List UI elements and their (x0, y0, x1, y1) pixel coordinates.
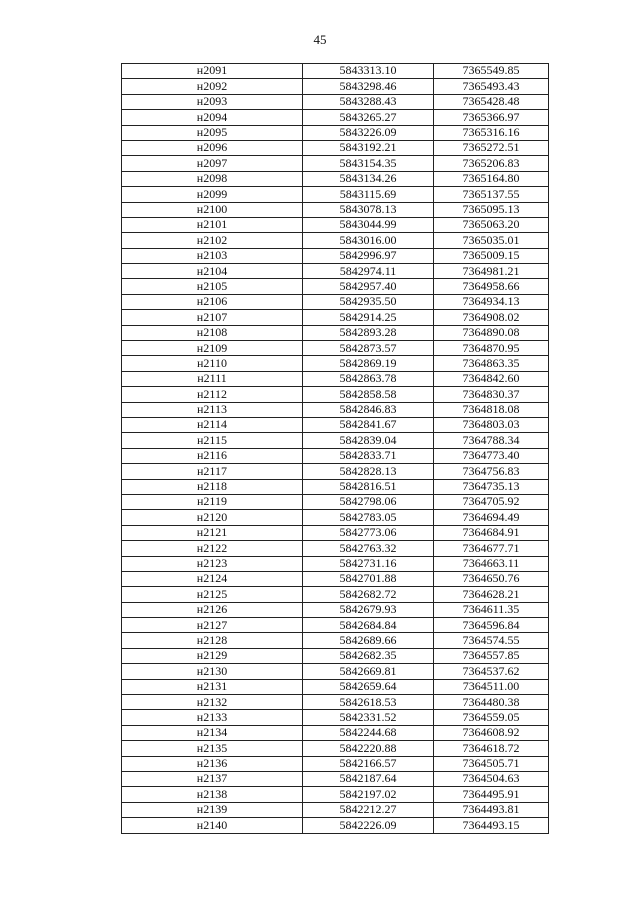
table-row (122, 356, 549, 371)
table-row (122, 371, 549, 386)
x-coordinate-cell: 5842212.27 (303, 802, 434, 817)
y-coordinate-cell: 7365272.51 (434, 140, 549, 155)
point-id-cell: н2108 (122, 325, 303, 340)
table-row (122, 387, 549, 402)
y-coordinate-cell: 7364958.66 (434, 279, 549, 294)
table-row (122, 279, 549, 294)
x-coordinate-cell: 5843226.09 (303, 125, 434, 140)
x-coordinate-cell: 5842935.50 (303, 294, 434, 309)
y-coordinate-cell: 7364677.71 (434, 541, 549, 556)
y-coordinate-cell: 7364611.35 (434, 602, 549, 617)
y-coordinate-cell: 7365366.97 (434, 110, 549, 125)
table-row (122, 464, 549, 479)
table-row (122, 664, 549, 679)
x-coordinate-cell: 5842869.19 (303, 356, 434, 371)
y-coordinate-cell: 7364756.83 (434, 464, 549, 479)
x-coordinate-cell: 5842659.64 (303, 679, 434, 694)
y-coordinate-cell: 7364504.63 (434, 771, 549, 786)
y-coordinate-cell: 7364511.00 (434, 679, 549, 694)
x-coordinate-cell: 5842783.05 (303, 510, 434, 525)
coordinates-table-body (122, 64, 549, 834)
point-id-cell: н2120 (122, 510, 303, 525)
y-coordinate-cell: 7365009.15 (434, 248, 549, 263)
table-row (122, 310, 549, 325)
point-id-cell: н2098 (122, 171, 303, 186)
table-row (122, 787, 549, 802)
y-coordinate-cell: 7364650.76 (434, 571, 549, 586)
x-coordinate-cell: 5842858.58 (303, 387, 434, 402)
x-coordinate-cell: 5842816.51 (303, 479, 434, 494)
point-id-cell: н2126 (122, 602, 303, 617)
point-id-cell: н2129 (122, 648, 303, 663)
table-row (122, 187, 549, 202)
x-coordinate-cell: 5842669.81 (303, 664, 434, 679)
y-coordinate-cell: 7364596.84 (434, 618, 549, 633)
x-coordinate-cell: 5842689.66 (303, 633, 434, 648)
table-row (122, 618, 549, 633)
y-coordinate-cell: 7364505.71 (434, 756, 549, 771)
x-coordinate-cell: 5842226.09 (303, 818, 434, 833)
table-row (122, 110, 549, 125)
table-row (122, 217, 549, 232)
x-coordinate-cell: 5843298.46 (303, 79, 434, 94)
y-coordinate-cell: 7364557.85 (434, 648, 549, 663)
table-row (122, 510, 549, 525)
page-number: 45 (313, 32, 327, 47)
point-id-cell: н2099 (122, 187, 303, 202)
y-coordinate-cell: 7364870.95 (434, 341, 549, 356)
point-id-cell: н2131 (122, 679, 303, 694)
point-id-cell: н2102 (122, 233, 303, 248)
x-coordinate-cell: 5842679.93 (303, 602, 434, 617)
point-id-cell: н2139 (122, 802, 303, 817)
table-row (122, 140, 549, 155)
y-coordinate-cell: 7364663.11 (434, 556, 549, 571)
x-coordinate-cell: 5843078.13 (303, 202, 434, 217)
x-coordinate-cell: 5842618.53 (303, 695, 434, 710)
y-coordinate-cell: 7364537.62 (434, 664, 549, 679)
y-coordinate-cell: 7364495.91 (434, 787, 549, 802)
y-coordinate-cell: 7364608.92 (434, 725, 549, 740)
y-coordinate-cell: 7364773.40 (434, 448, 549, 463)
y-coordinate-cell: 7365316.16 (434, 125, 549, 140)
x-coordinate-cell: 5842873.57 (303, 341, 434, 356)
table-row (122, 433, 549, 448)
x-coordinate-cell: 5842863.78 (303, 371, 434, 386)
x-coordinate-cell: 5842331.52 (303, 710, 434, 725)
table-row (122, 402, 549, 417)
point-id-cell: н2111 (122, 371, 303, 386)
point-id-cell: н2114 (122, 417, 303, 432)
y-coordinate-cell: 7364908.02 (434, 310, 549, 325)
x-coordinate-cell: 5843115.69 (303, 187, 434, 202)
coordinates-table (121, 63, 549, 834)
point-id-cell: н2132 (122, 695, 303, 710)
table-row (122, 541, 549, 556)
point-id-cell: н2101 (122, 217, 303, 232)
x-coordinate-cell: 5843044.99 (303, 217, 434, 232)
x-coordinate-cell: 5842773.06 (303, 525, 434, 540)
table-row (122, 156, 549, 171)
x-coordinate-cell: 5843134.26 (303, 171, 434, 186)
x-coordinate-cell: 5842701.88 (303, 571, 434, 586)
table-row (122, 802, 549, 817)
point-id-cell: н2097 (122, 156, 303, 171)
y-coordinate-cell: 7365137.55 (434, 187, 549, 202)
point-id-cell: н2130 (122, 664, 303, 679)
point-id-cell: н2109 (122, 341, 303, 356)
x-coordinate-cell: 5842684.84 (303, 618, 434, 633)
x-coordinate-cell: 5842828.13 (303, 464, 434, 479)
x-coordinate-cell: 5842841.67 (303, 417, 434, 432)
y-coordinate-cell: 7364818.08 (434, 402, 549, 417)
point-id-cell: н2116 (122, 448, 303, 463)
table-row (122, 818, 549, 833)
point-id-cell: н2133 (122, 710, 303, 725)
point-id-cell: н2113 (122, 402, 303, 417)
table-row (122, 202, 549, 217)
table-row (122, 171, 549, 186)
y-coordinate-cell: 7365035.01 (434, 233, 549, 248)
y-coordinate-cell: 7364830.37 (434, 387, 549, 402)
point-id-cell: н2091 (122, 64, 303, 79)
table-row (122, 94, 549, 109)
x-coordinate-cell: 5843313.10 (303, 64, 434, 79)
x-coordinate-cell: 5842839.04 (303, 433, 434, 448)
y-coordinate-cell: 7364863.35 (434, 356, 549, 371)
point-id-cell: н2118 (122, 479, 303, 494)
table-row (122, 525, 549, 540)
table-row (122, 571, 549, 586)
point-id-cell: н2100 (122, 202, 303, 217)
table-row (122, 64, 549, 79)
point-id-cell: н2140 (122, 818, 303, 833)
x-coordinate-cell: 5842187.64 (303, 771, 434, 786)
x-coordinate-cell: 5843154.35 (303, 156, 434, 171)
point-id-cell: н2103 (122, 248, 303, 263)
point-id-cell: н2107 (122, 310, 303, 325)
table-row (122, 248, 549, 263)
point-id-cell: н2138 (122, 787, 303, 802)
x-coordinate-cell: 5843288.43 (303, 94, 434, 109)
y-coordinate-cell: 7365164.80 (434, 171, 549, 186)
x-coordinate-cell: 5843192.21 (303, 140, 434, 155)
y-coordinate-cell: 7364628.21 (434, 587, 549, 602)
table-row (122, 264, 549, 279)
y-coordinate-cell: 7364574.55 (434, 633, 549, 648)
table-row (122, 494, 549, 509)
point-id-cell: н2104 (122, 264, 303, 279)
table-row (122, 771, 549, 786)
table-row (122, 648, 549, 663)
x-coordinate-cell: 5842682.35 (303, 648, 434, 663)
point-id-cell: н2128 (122, 633, 303, 648)
x-coordinate-cell: 5843265.27 (303, 110, 434, 125)
point-id-cell: н2093 (122, 94, 303, 109)
point-id-cell: н2135 (122, 741, 303, 756)
table-row (122, 79, 549, 94)
point-id-cell: н2106 (122, 294, 303, 309)
y-coordinate-cell: 7364684.91 (434, 525, 549, 540)
x-coordinate-cell: 5842957.40 (303, 279, 434, 294)
point-id-cell: н2095 (122, 125, 303, 140)
point-id-cell: н2094 (122, 110, 303, 125)
point-id-cell: н2134 (122, 725, 303, 740)
y-coordinate-cell: 7365549.85 (434, 64, 549, 79)
table-row (122, 725, 549, 740)
x-coordinate-cell: 5842763.32 (303, 541, 434, 556)
y-coordinate-cell: 7364493.15 (434, 818, 549, 833)
y-coordinate-cell: 7364480.38 (434, 695, 549, 710)
point-id-cell: н2136 (122, 756, 303, 771)
x-coordinate-cell: 5842220.88 (303, 741, 434, 756)
point-id-cell: н2123 (122, 556, 303, 571)
point-id-cell: н2137 (122, 771, 303, 786)
x-coordinate-cell: 5842166.57 (303, 756, 434, 771)
point-id-cell: н2125 (122, 587, 303, 602)
y-coordinate-cell: 7364788.34 (434, 433, 549, 448)
table-row (122, 679, 549, 694)
point-id-cell: н2105 (122, 279, 303, 294)
point-id-cell: н2112 (122, 387, 303, 402)
point-id-cell: н2121 (122, 525, 303, 540)
y-coordinate-cell: 7364803.03 (434, 417, 549, 432)
y-coordinate-cell: 7365493.43 (434, 79, 549, 94)
x-coordinate-cell: 5843016.00 (303, 233, 434, 248)
y-coordinate-cell: 7364559.05 (434, 710, 549, 725)
x-coordinate-cell: 5842833.71 (303, 448, 434, 463)
y-coordinate-cell: 7365206.83 (434, 156, 549, 171)
y-coordinate-cell: 7365428.48 (434, 94, 549, 109)
point-id-cell: н2124 (122, 571, 303, 586)
x-coordinate-cell: 5842731.16 (303, 556, 434, 571)
point-id-cell: н2119 (122, 494, 303, 509)
table-row (122, 341, 549, 356)
y-coordinate-cell: 7364981.21 (434, 264, 549, 279)
point-id-cell: н2127 (122, 618, 303, 633)
table-row (122, 741, 549, 756)
y-coordinate-cell: 7364934.13 (434, 294, 549, 309)
x-coordinate-cell: 5842974.11 (303, 264, 434, 279)
y-coordinate-cell: 7365063.20 (434, 217, 549, 232)
table-row (122, 125, 549, 140)
x-coordinate-cell: 5842893.28 (303, 325, 434, 340)
point-id-cell: н2122 (122, 541, 303, 556)
y-coordinate-cell: 7364618.72 (434, 741, 549, 756)
table-row (122, 479, 549, 494)
table-row (122, 556, 549, 571)
table-row (122, 710, 549, 725)
y-coordinate-cell: 7364493.81 (434, 802, 549, 817)
table-row (122, 448, 549, 463)
x-coordinate-cell: 5842682.72 (303, 587, 434, 602)
point-id-cell: н2096 (122, 140, 303, 155)
y-coordinate-cell: 7365095.13 (434, 202, 549, 217)
table-row (122, 756, 549, 771)
table-row (122, 417, 549, 432)
table-row (122, 325, 549, 340)
table-row (122, 695, 549, 710)
y-coordinate-cell: 7364735.13 (434, 479, 549, 494)
x-coordinate-cell: 5842244.68 (303, 725, 434, 740)
table-row (122, 633, 549, 648)
x-coordinate-cell: 5842798.06 (303, 494, 434, 509)
point-id-cell: н2115 (122, 433, 303, 448)
y-coordinate-cell: 7364842.60 (434, 371, 549, 386)
x-coordinate-cell: 5842846.83 (303, 402, 434, 417)
table-row (122, 587, 549, 602)
x-coordinate-cell: 5842197.02 (303, 787, 434, 802)
y-coordinate-cell: 7364890.08 (434, 325, 549, 340)
table-row (122, 294, 549, 309)
y-coordinate-cell: 7364694.49 (434, 510, 549, 525)
point-id-cell: н2117 (122, 464, 303, 479)
point-id-cell: н2110 (122, 356, 303, 371)
table-row (122, 233, 549, 248)
y-coordinate-cell: 7364705.92 (434, 494, 549, 509)
x-coordinate-cell: 5842996.97 (303, 248, 434, 263)
x-coordinate-cell: 5842914.25 (303, 310, 434, 325)
point-id-cell: н2092 (122, 79, 303, 94)
table-row (122, 602, 549, 617)
